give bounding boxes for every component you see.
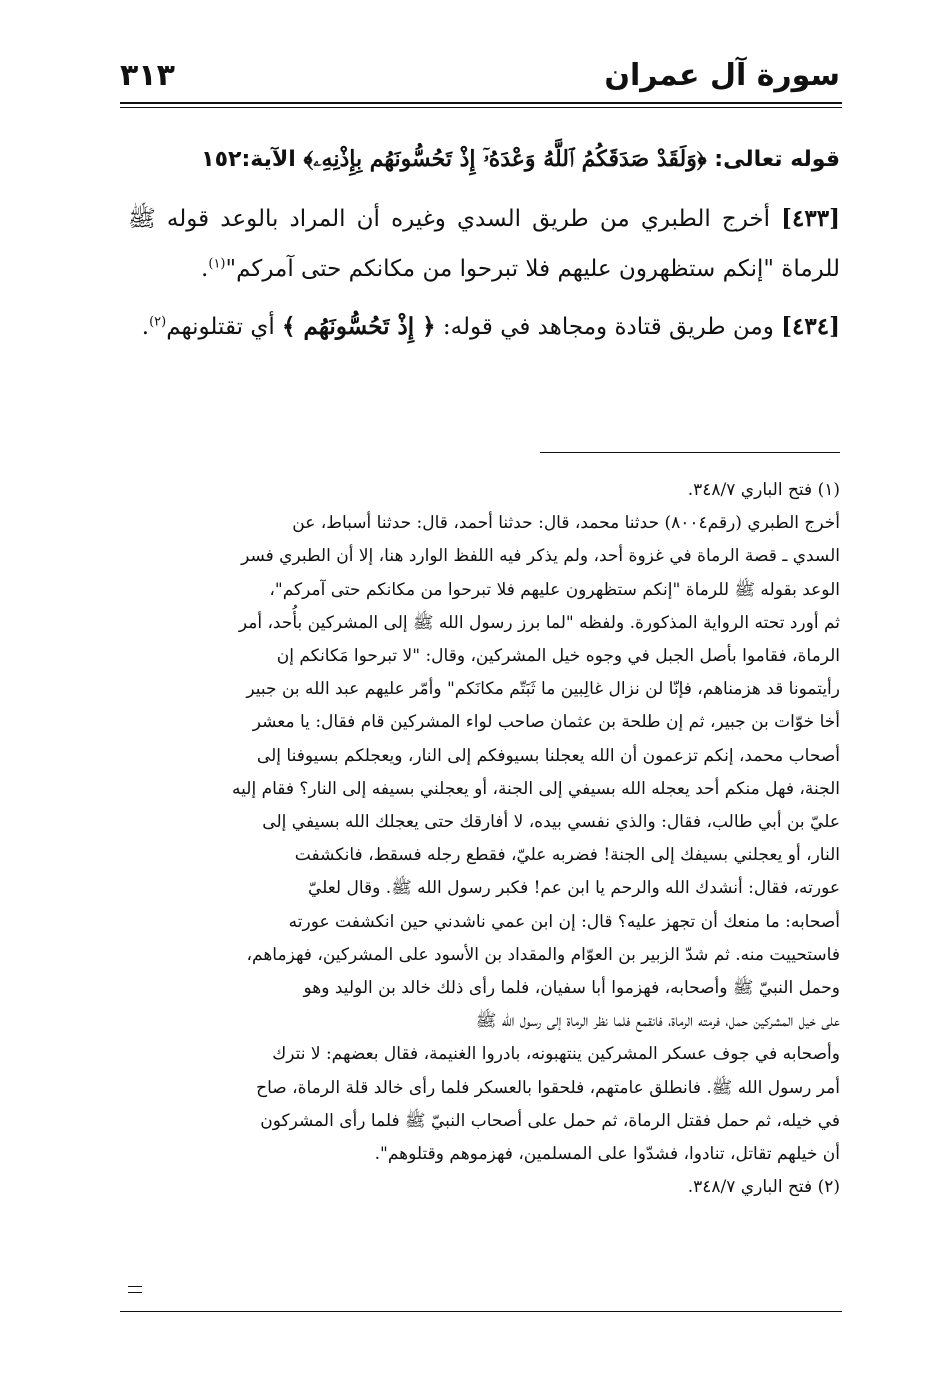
paragraph-433: [128, 194, 840, 294]
end-mark: [128, 1286, 142, 1293]
footnote-line: رأيتمونا قد هزمناهم، فإنّا لن نزال غالِبين ما ثَبَتّم مكانَكم" وأمّر عليهم عبد الله بن جبير: [246, 679, 840, 700]
main-text: [128, 135, 840, 360]
footnote-line: الرماة، فقاموا بأصل الجبل في وجوه خيل المشركين، وقال: "لا تبرحوا مَكانكم إن: [276, 646, 840, 667]
footnote-ref: (٢): [149, 314, 167, 330]
paragraph-text: أي تقتلونهم: [166, 314, 283, 340]
footnote-line: أن خيلهم تقاتل، تنادوا، فشدّوا على المسلمين، فهزموهم وقتلوهم".: [374, 1144, 840, 1165]
footnote-separator: [540, 452, 840, 453]
footnote-line: أخرج الطبري (رقم٨٠٠٤) حدثنا محمد، قال: حدثنا أحمد، قال: حدثنا أسباط، عن: [292, 513, 840, 534]
footnote-line: على خيل المشركين حمل، فرمته الرماة، فانقمع فلما نظر الرماة إلى رسول الله ﷺ: [475, 1011, 840, 1032]
footnote-line: الوعد بقوله ﷺ للرماة "إنكم ستظهرون عليهم فلا تبرحوا من مكانكم حتى آمركم"،: [269, 579, 840, 600]
footnote-ref: (١): [208, 256, 226, 272]
footnote-line: النار، أو يعجلني بسيفك إلى الجنة! فضربه عليّ، فقطع رجله فسقط، فانكشفت: [294, 845, 840, 866]
paragraph-number: [٤٣٤]: [781, 313, 840, 340]
footnote-line: فاستحييت منه. ثم شدّ الزبير بن العوّام والمقداد بن الأسود على المشركين، فهزماهم،: [246, 944, 840, 965]
heading-prefix: قوله تعالى:: [706, 147, 840, 172]
footnote-line: الجنة، فهل منكم أحد يعجله الله بسيفي إلى الجنة، أو يعجلني بسيفه إلى النار؟ فقام إليه: [232, 778, 840, 799]
footnotes: [128, 474, 840, 1204]
footnote-line: وأصحابه في جوف عسكر المشركين ينتهبونه، بادروا الغنيمة، فقال بعضهم: لا نترك: [272, 1044, 840, 1065]
paragraph-number: [٤٣٣]: [781, 205, 840, 232]
paragraph-text: أخرج الطبري من طريق السدي وغيره أن المراد بالوعد قوله ﷺ للرماة "إنكم ستظهرون عليهم فلا تبرحوا من مكانكم حتى آمركم": [128, 206, 840, 282]
paragraph-end: .: [141, 314, 150, 340]
footnote-2-label: (٢) فتح الباري ٣٤٨/٧.: [687, 1177, 840, 1198]
quran-quote: ﴿ إِذْ تَحُسُّونَهُم ﴾: [282, 313, 436, 340]
surah-title: سورة آل عمران: [604, 58, 840, 93]
footnote-line: أصحابه: ما منعك أن تجهز عليه؟ قال: إن ابن عمي ناشدني حين انكشفت عورته: [288, 911, 840, 932]
running-header: [120, 52, 840, 102]
footnote-line: في خيله، ثم حمل فقتل الرماة، ثم حمل على أصحاب النبيّ ﷺ فلما رأى المشركون: [260, 1110, 840, 1131]
footnote-line: عليّ بن أبي طالب، فقال: والذي نفسي بيده، لا أفارقك حتى يعجلك الله بسيفي إلى: [262, 812, 840, 833]
bottom-rule: [120, 1311, 842, 1312]
header-rule: [120, 102, 842, 104]
quran-verse: ﴿وَلَقَدْ صَدَقَكُمُ ٱللَّهُ وَعْدَهُۥٓ إِذْ تَحُسُّونَهُم بِإِذْنِهِۦ﴾: [303, 146, 707, 172]
footnote-line: أصحاب محمد، إنكم تزعمون أن الله يعجلنا بسيوفكم إلى النار، ويعجلكم بسيوفنا إلى: [256, 745, 840, 766]
footnote-line: عورته، فقال: أنشدك الله والرحم يا ابن عم! فكبر رسول الله ﷺ. وقال لعليّ: [307, 878, 840, 899]
paragraph-text: ومن طريق قتادة ومجاهد في قوله:: [435, 314, 782, 340]
paragraph-end: .: [201, 256, 209, 282]
paragraph-434: [128, 302, 840, 352]
heading-suffix: الآية:١٥٢: [201, 147, 304, 172]
footnote-1-label: (١) فتح الباري ٣٤٨/٧.: [687, 480, 840, 500]
verse-heading: [128, 135, 840, 184]
footnote-line: أمر رسول الله ﷺ. فانطلق عامتهم، فلحقوا بالعسكر فلما رأى خالد قلة الرماة، صاح: [256, 1077, 840, 1098]
footnote-line: السدي ـ قصة الرماة في غزوة أحد، ولم يذكر فيه اللفظ الوارد هنا، إلا أن الطبري فسر: [241, 546, 840, 567]
footnote-line: أخا خوّات بن جبير، ثم إن طلحة بن عثمان صاحب لواء المشركين قام فقال: يا معشر: [252, 712, 840, 733]
page-number: ٣١٣: [120, 58, 175, 93]
header-rule-thin: [120, 107, 842, 108]
footnote-line: ثم أورد تحته الرواية المذكورة. ولفظه "لما برز رسول الله ﷺ إلى المشركين بأُحد، أمر: [238, 612, 840, 633]
footnote-line: وحمل النبيّ ﷺ وأصحابه، فهزموا أبا سفيان، فلما رأى ذلك خالد بن الوليد وهو: [303, 978, 840, 999]
